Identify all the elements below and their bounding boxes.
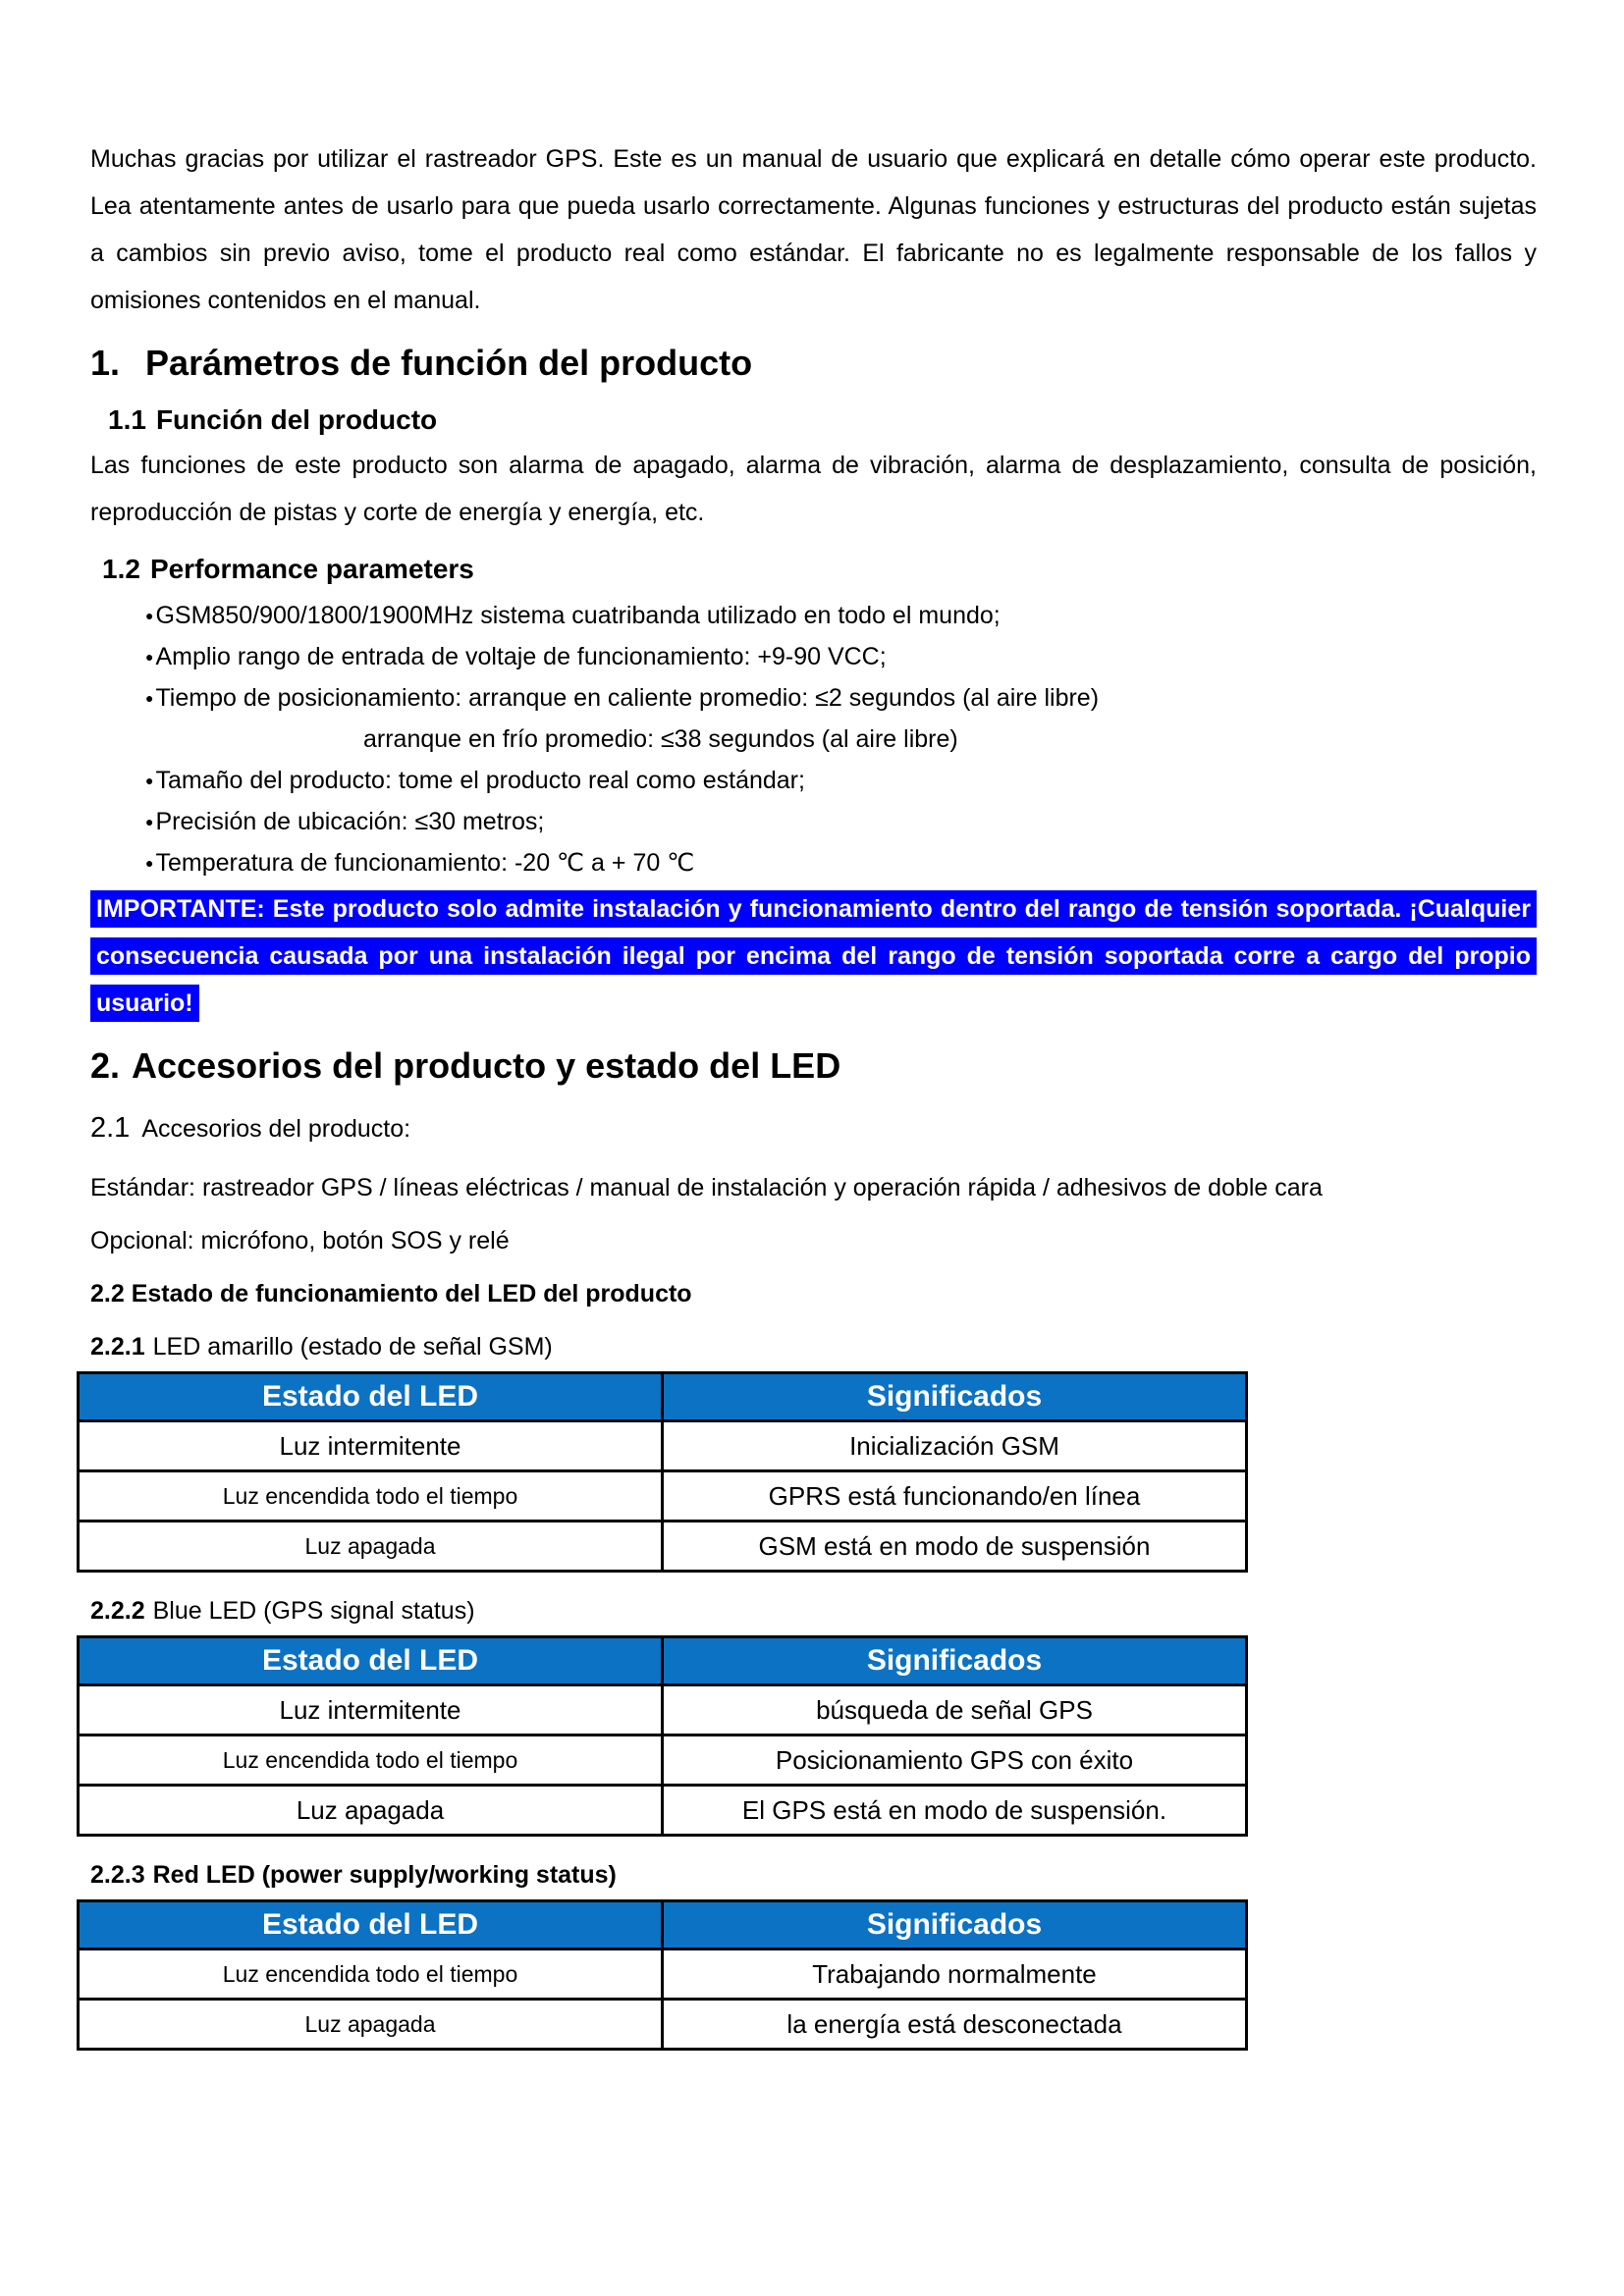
table-header-row — [79, 1373, 1247, 1421]
table-header-row — [79, 1637, 1247, 1685]
led-state-cell: Luz apagada — [79, 1786, 663, 1836]
meaning-cell: la energía está desconectada — [663, 2000, 1247, 2050]
section-2-title: Accesorios del producto y estado del LED — [132, 1045, 841, 1086]
table-3-caption-text: Red LED (power supply/working status) — [152, 1861, 617, 1889]
table-row — [79, 2000, 1247, 2050]
column-header-significados: Significados — [663, 1373, 1247, 1421]
column-header-estado-del-led: Estado del LED — [79, 1901, 663, 1949]
section-2-number: 2. — [90, 1045, 121, 1086]
section-1-2-title: Performance parameters — [149, 554, 474, 584]
meaning-cell: Posicionamiento GPS con éxito — [663, 1735, 1247, 1786]
meaning-cell: búsqueda de señal GPS — [663, 1685, 1247, 1735]
bullet-icon: ● — [145, 608, 154, 623]
meaning-cell: Trabajando normalmente — [663, 1949, 1247, 2000]
meaning-cell: GSM está en modo de suspensión — [663, 1522, 1247, 1572]
bullet-continuation-line: arranque en frío promedio: ≤38 segundos (al aire libre) — [363, 725, 958, 753]
led-state-cell: Luz encendida todo el tiempo — [79, 1949, 663, 2000]
intro-paragraph: Muchas gracias por utilizar el rastreador GPS. Este es un manual de usuario que explicará en detalle cómo operar este producto. Lea atentamente antes de usarlo para que pueda usarlo correctamente. Algunas funciones y estructuras del producto están sujetas a cambios sin previo aviso, tome el producto real como estándar. El fabricante no es legalmente responsable de los fallos y omisiones contenidos en el manual. — [90, 145, 1537, 314]
bullet-item — [145, 842, 1537, 883]
bullet-text: Tiempo de posicionamiento: arranque en caliente promedio: ≤2 segundos (al aire libre) — [155, 684, 1100, 712]
table-row — [79, 1685, 1247, 1735]
meaning-cell: Inicialización GSM — [663, 1421, 1247, 1471]
led-state-cell: Luz apagada — [79, 2000, 663, 2050]
table-2-caption-number: 2.2.2 — [90, 1597, 145, 1625]
bullet-item — [145, 760, 1537, 801]
blue-led-status-table — [77, 1635, 1248, 1837]
bullet-icon: ● — [145, 814, 154, 829]
important-notice-highlight: IMPORTANTE: Este producto solo admite instalación y funcionamiento dentro del rango de tensión soportada. ¡Cualquier consecuencia causada por una instalación ilegal por encima del rango de tensión soportada corre a cargo del propio usuario! — [90, 890, 1537, 1022]
bullet-item — [145, 636, 1537, 677]
section-2-2-number: 2.2 — [90, 1280, 125, 1308]
bullet-text: Temperatura de funcionamiento: -20 ℃ a + 70 ℃ — [155, 849, 695, 877]
table-3-caption — [90, 1860, 1537, 1890]
meaning-cell: El GPS está en modo de suspensión. — [663, 1786, 1247, 1836]
led-state-cell: Luz apagada — [79, 1522, 663, 1572]
table-header-row — [79, 1901, 1247, 1949]
table-3-caption-number: 2.2.3 — [90, 1861, 145, 1889]
table-row — [79, 1522, 1247, 1572]
bullet-item — [145, 595, 1537, 636]
table-row — [79, 1735, 1247, 1786]
led-state-cell: Luz intermitente — [79, 1421, 663, 1471]
table-row — [79, 1471, 1247, 1522]
led-state-cell: Luz encendida todo el tiempo — [79, 1735, 663, 1786]
section-2-1-heading — [90, 1107, 1537, 1149]
section-2-2-heading — [90, 1279, 1537, 1308]
bullet-item — [145, 801, 1537, 842]
section-1-1-heading — [108, 400, 1537, 440]
table-row — [79, 1421, 1247, 1471]
table-2-caption — [90, 1596, 1537, 1626]
column-header-estado-del-led: Estado del LED — [79, 1373, 663, 1421]
important-notice — [90, 885, 1537, 1027]
bullet-text: Amplio rango de entrada de voltaje de funcionamiento: +9-90 VCC; — [155, 643, 887, 670]
section-1-1-title: Función del producto — [155, 404, 438, 435]
bullet-icon: ● — [145, 690, 154, 706]
table-2-caption-text: Blue LED (GPS signal status) — [152, 1597, 475, 1625]
section-1-2-heading — [102, 550, 1537, 589]
performance-bullet-list — [145, 595, 1537, 883]
bullet-text: Tamaño del producto: tome el producto real como estándar; — [155, 767, 805, 794]
yellow-led-status-table — [77, 1371, 1248, 1573]
section-1-heading — [90, 340, 1537, 387]
red-led-status-table — [77, 1899, 1248, 2051]
column-header-estado-del-led: Estado del LED — [79, 1637, 663, 1685]
bullet-icon: ● — [145, 649, 154, 665]
section-2-2-title: Estado de funcionamiento del LED del producto — [131, 1280, 692, 1308]
bullet-icon: ● — [145, 773, 154, 788]
bullet-item — [145, 677, 1537, 719]
optional-accessories-line: Opcional: micrófono, botón SOS y relé — [90, 1227, 510, 1255]
section-1-1-body: Las funciones de este producto son alarma de apagado, alarma de vibración, alarma de desplazamiento, consulta de posición, reproducción de pistas y corte de energía y energía, etc. — [90, 452, 1537, 526]
column-header-significados: Significados — [663, 1901, 1247, 1949]
section-2-1-title: Accesorios del producto: — [141, 1115, 411, 1143]
section-2-heading — [90, 1042, 1537, 1090]
table-1-caption-number: 2.2.1 — [90, 1333, 145, 1361]
led-state-cell: Luz intermitente — [79, 1685, 663, 1735]
bullet-text: GSM850/900/1800/1900MHz sistema cuatribanda utilizado en todo el mundo; — [155, 602, 1001, 629]
table-row — [79, 1949, 1247, 2000]
section-1-1-number: 1.1 — [108, 404, 146, 435]
section-1-title: Parámetros de función del producto — [145, 343, 753, 383]
standard-accessories-line: Estándar: rastreador GPS / líneas eléctricas / manual de instalación y operación rápida / adhesivos de doble cara — [90, 1174, 1323, 1201]
table-1-caption — [90, 1332, 1537, 1362]
bullet-icon: ● — [145, 855, 154, 871]
bullet-text: Precisión de ubicación: ≤30 metros; — [155, 808, 545, 835]
column-header-significados: Significados — [663, 1637, 1247, 1685]
section-1-2-number: 1.2 — [102, 554, 140, 584]
section-2-1-number: 2.1 — [90, 1112, 131, 1144]
led-state-cell: Luz encendida todo el tiempo — [79, 1471, 663, 1522]
table-1-caption-text: LED amarillo (estado de señal GSM) — [152, 1333, 553, 1361]
table-row — [79, 1786, 1247, 1836]
section-1-number: 1. — [90, 343, 121, 383]
meaning-cell: GPRS está funcionando/en línea — [663, 1471, 1247, 1522]
